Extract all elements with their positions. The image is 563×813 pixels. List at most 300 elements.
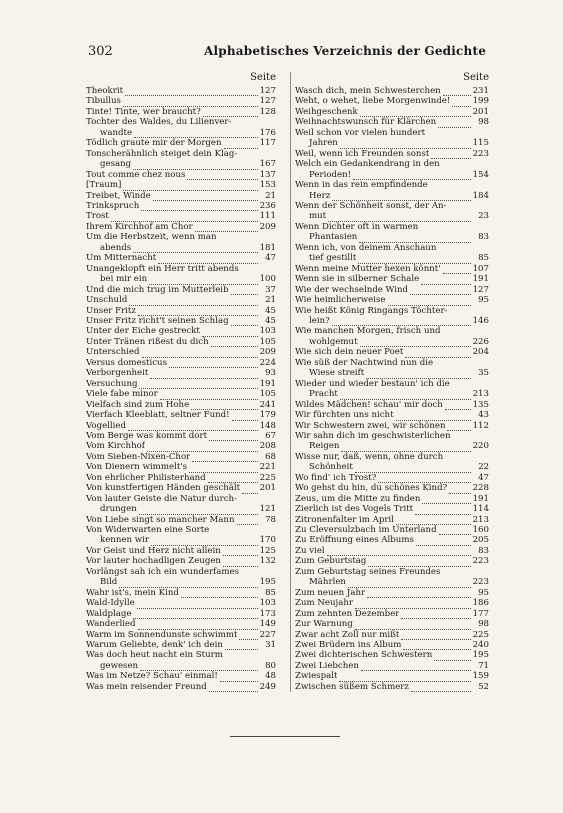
leader-dots	[151, 536, 258, 546]
index-entry	[295, 96, 489, 106]
entry-title: Theokrit	[86, 86, 124, 96]
leader-dots	[401, 609, 470, 619]
entry-page-number: 213	[472, 389, 489, 400]
entry-page-number: 98	[478, 619, 489, 630]
entry-title-line: Tochter des Waldes, du Lilienver-	[86, 117, 232, 128]
index-entry	[295, 598, 489, 608]
index-entry	[86, 389, 276, 399]
index-entry	[86, 410, 276, 420]
leader-dots	[366, 369, 471, 379]
entry-title: bei mir ein	[100, 274, 148, 285]
entry-page-number: 195	[259, 577, 276, 588]
leader-dots	[237, 515, 259, 525]
entry-page-number: 83	[478, 232, 489, 243]
entry-page-number: 31	[265, 640, 276, 651]
entry-page-number: 249	[259, 681, 276, 692]
entry-page-number: 80	[265, 660, 276, 671]
entry-page-number: 128	[259, 106, 276, 117]
entry-page-number: 146	[472, 315, 489, 326]
entry-title: Zwei dichterischen Schwestern	[295, 650, 433, 661]
entry-title: Viele fabe minor	[86, 389, 158, 400]
entry-title: Versuchung	[86, 378, 138, 389]
index-entry	[86, 379, 276, 389]
leader-dots	[341, 442, 470, 452]
entry-title: Weil, wenn ich Freunden sonst	[295, 148, 430, 159]
leader-dots	[223, 546, 258, 556]
entry-page-number: 167	[259, 159, 276, 170]
entry-title: Von kunstfertigen Händen geschält	[86, 483, 241, 494]
entry-title: Zwischen süßem Schmerz	[295, 681, 409, 692]
entry-title: Von Dienern wimmelt's	[86, 462, 188, 473]
leader-dots	[339, 672, 470, 682]
entry-title: Zum neuen Jahr	[295, 587, 366, 598]
entry-page-number: 226	[472, 336, 489, 347]
leader-dots	[348, 578, 471, 588]
index-entry	[295, 671, 489, 681]
index-entry	[86, 86, 276, 96]
index-entry	[86, 567, 276, 588]
leader-dots	[208, 473, 258, 483]
leader-dots	[340, 390, 471, 400]
entry-page-number: 103	[259, 326, 276, 337]
leader-dots	[133, 243, 257, 253]
entry-page-number: 227	[259, 629, 276, 640]
leader-dots	[405, 348, 470, 358]
leader-dots	[355, 620, 471, 630]
entry-title: Von Liebe singt so mancher Mann	[86, 514, 235, 525]
entry-title: Unser Fritz	[86, 305, 136, 316]
entry-page-number: 195	[472, 650, 489, 661]
leader-dots	[328, 212, 471, 222]
entry-title-line: Vorlängst sah ich ein wunderfames	[86, 566, 240, 577]
entry-title: Reigen	[309, 441, 340, 452]
entry-page-number: 236	[259, 200, 276, 211]
entry-title-line: Wisse nur, daß, wenn, ohne durch	[295, 451, 444, 462]
entry-title: Wenn meine Mutter hexen könnt'	[295, 263, 441, 274]
leader-dots	[181, 588, 258, 598]
leader-dots	[410, 285, 471, 295]
leader-dots	[401, 630, 470, 640]
entry-title: Jahren	[309, 138, 338, 149]
index-entry	[86, 285, 276, 295]
entry-page-number: 98	[478, 117, 489, 128]
leader-dots	[149, 275, 257, 285]
leader-dots	[231, 316, 258, 326]
leader-dots	[431, 149, 470, 159]
index-entry	[295, 264, 489, 274]
index-entry	[86, 630, 276, 640]
entry-page-number: 240	[472, 640, 489, 651]
entry-title-line: Wenn der Schönheit sonst, der An-	[295, 200, 447, 211]
index-entry	[295, 274, 489, 284]
entry-page-number: 160	[472, 525, 489, 536]
index-entry	[86, 525, 276, 546]
entry-page-number: 148	[259, 420, 276, 431]
entry-page-number: 191	[472, 274, 489, 285]
index-entry	[295, 347, 489, 357]
leader-dots	[416, 536, 471, 546]
entry-page-number: 48	[265, 671, 276, 682]
entry-title: wandte	[100, 127, 133, 138]
entry-title: gewesen	[100, 660, 139, 671]
leader-dots	[443, 264, 471, 274]
leader-dots	[209, 431, 258, 441]
entry-page-number: 223	[472, 556, 489, 567]
index-entry	[295, 535, 489, 545]
leader-dots	[211, 337, 258, 347]
entry-title: Um Mitternacht	[86, 253, 157, 264]
index-entry	[295, 159, 489, 180]
entry-page-number: 241	[259, 399, 276, 410]
entry-page-number: 186	[472, 598, 489, 609]
entry-page-number: 173	[259, 608, 276, 619]
leader-dots	[415, 505, 470, 515]
entry-title: Phantasien	[309, 232, 358, 243]
entry-page-number: 132	[259, 556, 276, 567]
leader-dots	[438, 118, 471, 128]
entry-page-number: 228	[472, 483, 489, 494]
entry-title: Pracht	[309, 389, 338, 400]
entry-page-number: 184	[472, 190, 489, 201]
index-entry	[295, 107, 489, 117]
leader-dots	[396, 411, 471, 421]
entry-page-number: 103	[259, 598, 276, 609]
entry-title-line: Wenn in das rein empfindende	[295, 180, 428, 191]
leader-dots	[434, 651, 470, 661]
leader-dots	[224, 139, 258, 149]
entry-page-number: 223	[472, 148, 489, 159]
index-entry	[86, 473, 276, 483]
leader-dots	[231, 285, 258, 295]
index-entry	[295, 619, 489, 629]
leader-dots	[332, 191, 470, 201]
entry-title: Zierlich ist des Vogels Tritt	[295, 504, 414, 515]
entry-title: abends	[100, 242, 132, 253]
leader-dots	[360, 107, 471, 117]
entry-title: gesang	[100, 159, 132, 170]
entry-title: Vielfach sind zum Hohe	[86, 399, 190, 410]
entry-title: Weihgeschenk	[295, 106, 358, 117]
entry-list-right	[295, 86, 489, 692]
entry-page-number: 115	[472, 138, 489, 149]
index-entry	[295, 86, 489, 96]
index-entry	[86, 253, 276, 263]
index-entry	[295, 567, 489, 588]
entry-title: Unter Tränen rißest du dich	[86, 336, 209, 347]
leader-dots	[119, 578, 257, 588]
leader-dots	[189, 463, 258, 473]
entry-title: Vom Berge was kommt dort	[86, 430, 208, 441]
entry-title: Wasch dich, mein Schwesterchen	[295, 86, 441, 96]
leader-dots	[403, 640, 470, 650]
entry-title-line: Tonscherähnlich steiget dein Klag-	[86, 148, 238, 159]
entry-page-number: 137	[259, 169, 276, 180]
entry-title: Weht, o wehet, liebe Morgenwinde!	[295, 96, 451, 107]
entry-title: Wir Schwestern zwei, wir schönen	[295, 420, 446, 431]
entry-title: wohlgemut	[309, 336, 358, 347]
entry-page-number: 159	[472, 671, 489, 682]
leader-dots	[220, 672, 258, 682]
entry-title: Versus domesticus	[86, 357, 167, 368]
entry-title: Wo find' ich Trost?	[295, 472, 377, 483]
entry-title: Wanderlied	[86, 619, 136, 630]
entry-title: Und die mich trug im Mutterleib	[86, 284, 229, 295]
entry-title: Was mein reisender Freund	[86, 681, 207, 692]
entry-title-line: Wie süß der Nachtwind nun die	[295, 357, 434, 368]
index-entry	[295, 358, 489, 379]
index-entry	[86, 431, 276, 441]
leader-dots	[445, 400, 471, 410]
index-entry	[86, 556, 276, 566]
entry-page-number: 78	[265, 514, 276, 525]
index-entry	[86, 222, 276, 232]
entry-page-number: 220	[472, 441, 489, 452]
entry-title: Zwei Brüdern ins Album	[295, 640, 402, 651]
index-entry	[295, 556, 489, 566]
entry-title-line: Wieder und wieder bestaun' ich die	[295, 378, 450, 389]
entry-title: Zeus, um die Mitte zu finden	[295, 493, 421, 504]
leader-dots	[139, 505, 258, 515]
entry-title: Bild	[100, 577, 118, 588]
entry-page-number: 47	[478, 472, 489, 483]
entry-title-line: Wie heißt König Ringangs Töchter-	[295, 305, 448, 316]
leader-dots	[169, 358, 258, 368]
index-entry	[86, 201, 276, 211]
entry-title: Vor Geist und Herz nicht allein	[86, 545, 221, 556]
entry-title: tief gestillt	[309, 253, 357, 264]
index-entry	[295, 640, 489, 650]
entry-title: [Traum]	[86, 180, 122, 191]
entry-title: Herz	[309, 190, 331, 201]
entry-title: Warum Geliebte, denk' ich dein	[86, 640, 223, 651]
entry-title: Zu viel	[295, 545, 325, 556]
leader-dots	[139, 379, 257, 389]
entry-page-number: 71	[478, 660, 489, 671]
index-entry	[295, 650, 489, 660]
entry-title: Trinkspruch	[86, 200, 140, 211]
index-entry	[86, 598, 276, 608]
entry-title: Wie der wechselnde Wind	[295, 284, 409, 295]
entry-page-number: 107	[472, 263, 489, 274]
leader-dots	[232, 411, 258, 421]
entry-page-number: 37	[265, 284, 276, 295]
entry-title-line: Weil schon vor vielen hundert	[295, 127, 426, 138]
index-entry	[295, 525, 489, 535]
entry-title: kennen wir	[100, 535, 149, 546]
leader-dots	[449, 484, 470, 494]
leader-dots	[359, 233, 471, 243]
entry-title: mut	[309, 211, 327, 222]
entry-title: Wiese streift	[309, 368, 365, 379]
index-entry	[86, 107, 276, 117]
index-entry	[295, 400, 489, 410]
column-header-seite-right: Seite	[463, 72, 489, 83]
entry-title: Warm im Sonnendunste schwimmt	[86, 629, 238, 640]
entry-page-number: 179	[259, 410, 276, 421]
leader-dots	[378, 473, 471, 483]
leader-dots	[160, 390, 258, 400]
leader-dots	[411, 682, 471, 692]
entry-page-number: 225	[259, 472, 276, 483]
index-entry	[295, 243, 489, 264]
index-entry	[295, 306, 489, 327]
entry-title: Zwei Liebchen	[295, 660, 359, 671]
entry-page-number: 201	[259, 483, 276, 494]
leader-dots	[361, 661, 471, 671]
entry-title: Unterschied	[86, 347, 140, 358]
entry-title: Zwiespalt	[295, 671, 338, 682]
entry-title: Perioden!	[309, 169, 352, 180]
index-entry	[295, 431, 489, 452]
entry-page-number: 225	[472, 629, 489, 640]
index-entry	[86, 96, 276, 106]
index-entry	[86, 494, 276, 515]
leader-dots	[137, 599, 258, 609]
entry-page-number: 125	[259, 545, 276, 556]
index-entry	[86, 211, 276, 221]
index-entry	[86, 337, 276, 347]
leader-dots	[388, 296, 472, 306]
entry-title: Tibullus	[86, 96, 121, 107]
index-entry	[295, 421, 489, 431]
index-entry	[295, 546, 489, 556]
entry-title-line: Wenn Dichter oft in warmen	[295, 221, 419, 232]
index-entry	[86, 306, 276, 316]
entry-title: Unser Fritz richt't seinen Schlag	[86, 315, 229, 326]
entry-page-number: 221	[259, 462, 276, 473]
leader-dots	[340, 139, 471, 149]
leader-dots	[158, 254, 258, 264]
leader-dots	[223, 557, 258, 567]
entry-title-line: Unangeklopft ein Herr tritt abends	[86, 263, 239, 274]
leader-dots	[134, 128, 258, 138]
entry-list-left	[86, 86, 276, 692]
bottom-rule	[230, 736, 340, 737]
leader-dots	[355, 599, 471, 609]
entry-page-number: 127	[472, 284, 489, 295]
entry-title: Vogellied	[86, 420, 127, 431]
leader-dots	[225, 640, 258, 650]
entry-page-number: 154	[472, 169, 489, 180]
entry-page-number: 100	[259, 274, 276, 285]
entry-title: Wenn sie in silberner Schale	[295, 274, 420, 285]
entry-title: Zur Warnung	[295, 619, 353, 630]
leader-dots	[150, 369, 258, 379]
index-entry	[86, 483, 276, 493]
entry-page-number: 181	[259, 242, 276, 253]
column-header-seite-left: Seite	[250, 72, 276, 83]
entry-page-number: 52	[478, 681, 489, 692]
entry-page-number: 67	[265, 430, 276, 441]
index-entry	[86, 368, 276, 378]
entry-page-number: 105	[259, 389, 276, 400]
entry-page-number: 224	[259, 357, 276, 368]
entry-page-number: 153	[259, 180, 276, 191]
entry-page-number: 83	[478, 545, 489, 556]
entry-title: Was im Netze? Schau' einmal!	[86, 671, 218, 682]
leader-dots	[153, 191, 258, 201]
leader-dots	[141, 201, 257, 211]
leader-dots	[242, 484, 257, 494]
entry-title: Von ehrlicher Philisterhand	[86, 472, 206, 483]
index-entry	[86, 191, 276, 201]
index-entry	[295, 180, 489, 201]
leader-dots	[125, 86, 258, 96]
index-entry	[295, 379, 489, 400]
entry-page-number: 201	[472, 106, 489, 117]
entry-page-number: 199	[472, 96, 489, 107]
index-column-left	[86, 72, 276, 692]
leader-dots	[396, 515, 471, 525]
index-entry	[295, 473, 489, 483]
entry-title: Tout comme chez nous	[86, 169, 186, 180]
entry-title: Unschuld	[86, 295, 128, 306]
entry-page-number: 127	[259, 96, 276, 107]
leader-dots	[443, 86, 471, 96]
entry-page-number: 23	[478, 211, 489, 222]
leader-dots	[123, 97, 258, 107]
leader-dots	[128, 421, 258, 431]
entry-title: Wir fürchten uns nicht	[295, 410, 394, 421]
index-entry	[86, 295, 276, 305]
entry-page-number: 205	[472, 535, 489, 546]
entry-page-number: 191	[472, 493, 489, 504]
entry-title: Schönheit	[309, 462, 353, 473]
entry-title: Mährlen	[309, 577, 346, 588]
index-entry	[86, 326, 276, 336]
index-entry	[86, 546, 276, 556]
entry-page-number: 135	[472, 399, 489, 410]
index-entry	[295, 494, 489, 504]
entry-page-number: 21	[265, 190, 276, 201]
leader-dots	[452, 97, 470, 107]
entry-title: Wildes Mädchen! schau' mir doch	[295, 399, 443, 410]
index-entry	[86, 138, 276, 148]
entry-title-line: Von lauter Geiste die Natur durch-	[86, 493, 237, 504]
index-entry	[295, 661, 489, 671]
entry-page-number: 204	[472, 347, 489, 358]
entry-title: Verborgenheit	[86, 368, 149, 379]
entry-title: Vierfach Kleeblatt, seltner Fund!	[86, 410, 230, 421]
leader-dots	[439, 525, 471, 535]
entry-page-number: 68	[265, 451, 276, 462]
leader-dots	[138, 620, 258, 630]
leader-dots	[355, 463, 471, 473]
entry-title: drungen	[100, 504, 137, 515]
entry-title: Zum Geburtstag	[295, 556, 367, 567]
index-entry	[295, 410, 489, 420]
entry-title: Wie sich dein neuer Poet	[295, 347, 404, 358]
entry-page-number: 47	[265, 253, 276, 264]
leader-dots	[138, 306, 258, 316]
entry-title-line: Was doch heut nacht ein Sturm	[86, 650, 223, 661]
entry-title: Weihnachtswunsch für Klärchen	[295, 117, 437, 128]
leader-dots	[195, 222, 258, 232]
entry-page-number: 105	[259, 336, 276, 347]
entry-title-line: Zum Geburtstag seines Freundes	[295, 566, 441, 577]
index-entry	[295, 128, 489, 149]
leader-dots	[332, 316, 471, 326]
entry-page-number: 111	[259, 211, 276, 222]
page-number: 302	[88, 44, 113, 59]
index-entry	[295, 149, 489, 159]
entry-page-number: 45	[265, 305, 276, 316]
index-entry	[295, 326, 489, 347]
index-entry	[295, 452, 489, 473]
entry-title: Wo gehst du hin, du schönes Kind?	[295, 483, 448, 494]
index-entry	[86, 609, 276, 619]
index-entry	[295, 504, 489, 514]
